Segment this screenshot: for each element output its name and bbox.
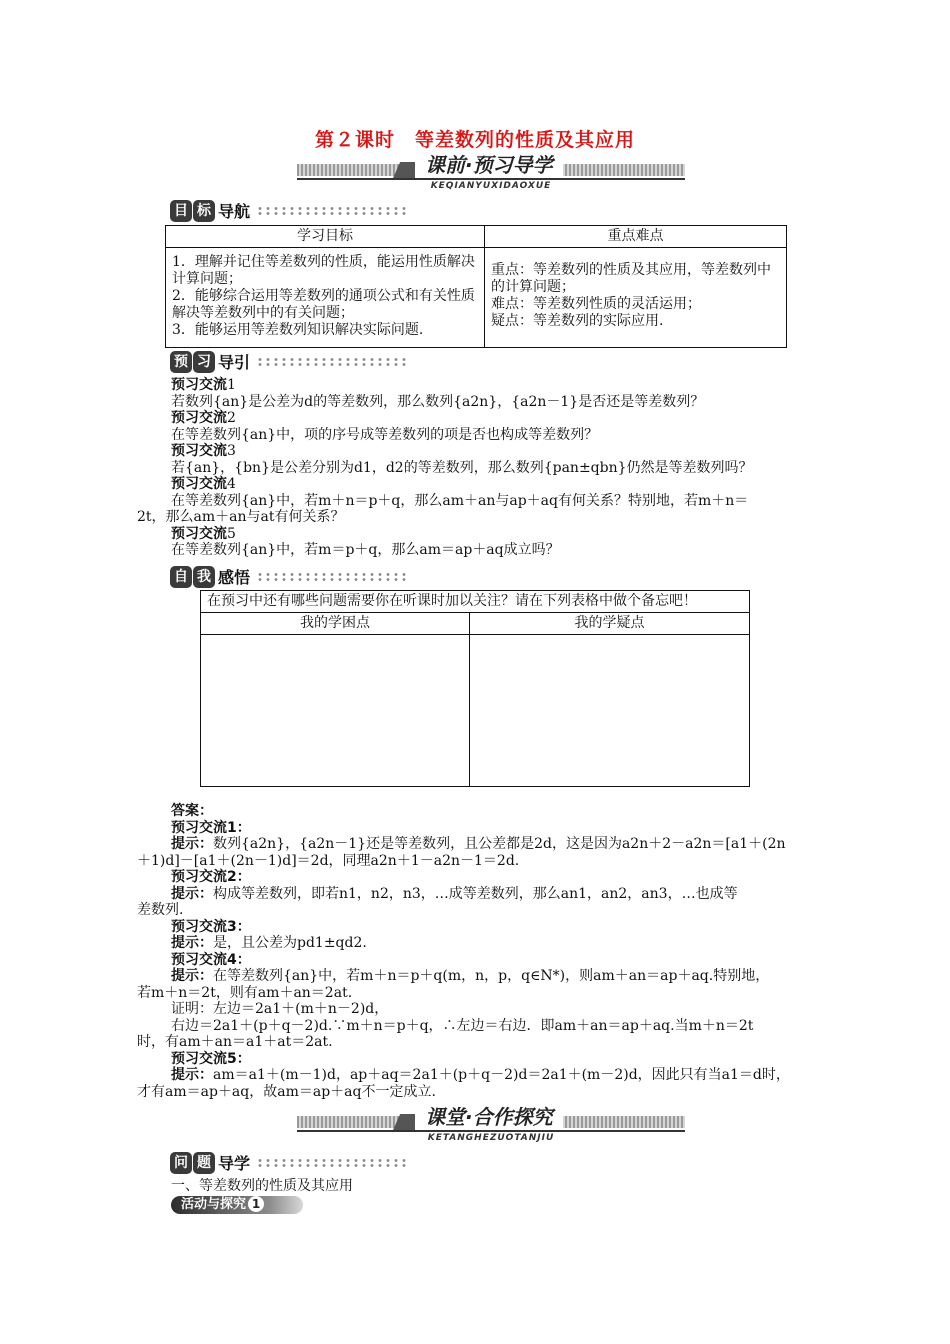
heading-chip: 习	[193, 351, 215, 373]
section-banner-classroom	[297, 1104, 685, 1143]
memo-table	[200, 590, 750, 787]
preview-number: 3	[227, 443, 236, 459]
preview-heading: 预习交流	[171, 525, 227, 542]
goals-cell-right	[485, 248, 787, 348]
heading-chip: 标	[193, 200, 215, 222]
answer-text: 是，且公差为pd1±qd2.	[213, 935, 367, 951]
dotted-leader	[256, 357, 406, 367]
answer-heading: 预习交流1：	[171, 819, 251, 836]
preview-heading: 预习交流	[171, 377, 227, 393]
answer-heading: 预习交流2：	[171, 869, 251, 885]
preview-list	[137, 377, 817, 559]
goal-item: 3．能够运用等差数列知识解决实际问题.	[172, 322, 424, 338]
section-heading-preview	[170, 350, 406, 374]
hint-label: 提示：	[171, 935, 213, 951]
preview-number: 4	[227, 476, 236, 492]
preview-text: 在等差数列{an}中，项的序号成等差数列的项是否也构成等差数列？	[171, 426, 599, 443]
answer-text: 才有am＝ap＋aq，故am＝ap＋aq不一定成立.	[137, 1083, 436, 1100]
activity-number: 1	[248, 1196, 264, 1212]
preview-heading: 预习交流	[171, 443, 227, 459]
page-title: 第２课时 等差数列的性质及其应用	[314, 129, 635, 151]
section-heading-reflect	[170, 565, 406, 589]
answer-text: 时，有am＋an＝a1＋at＝2at.	[137, 1034, 333, 1050]
banner-rule	[297, 1130, 685, 1132]
answer-text: 构成等差数列，即若n1，n2，n3，…成等差数列，那么an1，an2，an3，…也成等	[213, 885, 738, 902]
heading-chip: 自	[170, 566, 192, 588]
goals-header-left: 学习目标	[166, 226, 485, 248]
answer-text: 证明：左边＝2a1＋(m＋n－2)d，	[171, 1001, 389, 1017]
dotted-leader	[256, 1158, 406, 1168]
section-heading-problem	[170, 1151, 406, 1175]
banner-pinyin: KEQIANYUXIDAOXUE	[430, 181, 552, 191]
problem-subheading: 一、等差数列的性质及其应用	[171, 1178, 353, 1194]
hint-label: 提示：	[171, 1067, 213, 1083]
preview-text: 在等差数列{an}中，若m＝p＋q，那么am＝ap＋aq成立吗？	[171, 542, 560, 558]
heading-text: 导航	[218, 202, 251, 221]
heading-text: 感悟	[218, 568, 251, 587]
answer-text: ＋1)d]－[a1＋(2n－1)d]＝2d，同理a2n＋1－a2n－1＝2d.	[137, 852, 520, 869]
dotted-leader	[256, 572, 406, 582]
answer-heading: 预习交流4：	[171, 951, 251, 968]
section-banner-preview	[297, 152, 685, 191]
goals-cell-left	[166, 248, 485, 348]
heading-text: 导引	[218, 353, 251, 372]
heading-chip: 问	[170, 1152, 192, 1174]
answers-block	[137, 803, 827, 1100]
goal-item: 2．能够综合运用等差数列的通项公式和有关性质解决等差数列中的有关问题；	[172, 288, 475, 321]
goals-header-right: 重点难点	[485, 226, 787, 248]
memo-cell-question[interactable]	[470, 635, 750, 787]
activity-label: 活动与探究	[181, 1197, 247, 1212]
focus-item: 难点：等差数列性质的灵活运用；	[491, 296, 701, 312]
preview-heading: 预习交流	[171, 410, 227, 426]
preview-number: 1	[227, 377, 236, 393]
preview-text: 若数列{an}是公差为d的等差数列，那么数列{a2n}，{a2n－1}是否还是等差数列？	[171, 393, 705, 410]
heading-text: 导学	[218, 1154, 251, 1173]
answers-heading: 答案：	[171, 803, 213, 819]
answer-text: 右边＝2a1＋(p＋q－2)d.∵m＋n＝p＋q，∴左边＝右边．即am＋an＝ap＋aq.当m＋n＝2t	[171, 1017, 754, 1034]
answer-text: 在等差数列{an}中，若m＋n＝p＋q(m，n，p，q∈N*)，则am＋an＝ap＋aq.特别地，	[213, 968, 770, 984]
banner-pinyin: KETANGHEZUOTANJIU	[427, 1133, 555, 1143]
focus-item: 重点：等差数列的性质及其应用，等差数列中的计算问题；	[491, 262, 771, 295]
memo-header-left: 我的学困点	[201, 613, 470, 635]
preview-text: 2t，那么am＋an与at有何关系？	[137, 509, 345, 525]
heading-chip: 我	[193, 566, 215, 588]
answer-text: 差数列.	[137, 902, 184, 918]
focus-item: 疑点：等差数列的实际应用.	[491, 313, 664, 329]
memo-header-right: 我的学疑点	[470, 613, 750, 635]
hint-label: 提示：	[171, 836, 213, 852]
memo-prompt: 在预习中还有哪些问题需要你在听课时加以关注？请在下列表格中做个备忘吧！	[201, 591, 750, 613]
banner-label: 课前·预习导学	[415, 152, 563, 178]
section-heading-goals	[170, 199, 406, 223]
answer-text: 数列{a2n}，{a2n－1}还是等差数列，且公差都是2d，这是因为a2n＋2－a2n＝[a1＋(2n	[213, 836, 786, 852]
preview-text: 在等差数列{an}中，若m＋n＝p＋q，那么am＋an与ap＋aq有何关系？特别地，若m＋n＝	[171, 492, 749, 509]
activity-badge	[171, 1196, 303, 1214]
heading-chip: 题	[193, 1152, 215, 1174]
goals-table	[165, 225, 787, 348]
answer-text: 若m＋n＝2t，则有am＋an＝2at.	[137, 984, 353, 1001]
preview-heading: 预习交流	[171, 476, 227, 492]
answer-heading: 预习交流3：	[171, 918, 251, 935]
heading-chip: 目	[170, 200, 192, 222]
memo-cell-difficulty[interactable]	[201, 635, 470, 787]
answer-text: am＝a1＋(m－1)d，ap＋aq＝2a1＋(p＋q－2)d＝2a1＋(m－2)d，因此只有当a1＝d时，	[213, 1067, 790, 1083]
dotted-leader	[256, 206, 406, 216]
heading-chip: 预	[170, 351, 192, 373]
preview-number: 2	[227, 410, 236, 426]
hint-label: 提示：	[171, 968, 213, 984]
preview-number: 5	[227, 525, 236, 542]
hint-label: 提示：	[171, 885, 213, 902]
preview-text: 若{an}，{bn}是公差分别为d1，d2的等差数列，那么数列{pan±qbn}仍然是等差数列吗？	[171, 459, 753, 476]
banner-rule	[297, 178, 685, 180]
banner-label: 课堂·合作探究	[415, 1104, 563, 1130]
goal-item: 1．理解并记住等差数列的性质，能运用性质解决计算问题；	[172, 254, 475, 287]
answer-heading: 预习交流5：	[171, 1050, 251, 1067]
